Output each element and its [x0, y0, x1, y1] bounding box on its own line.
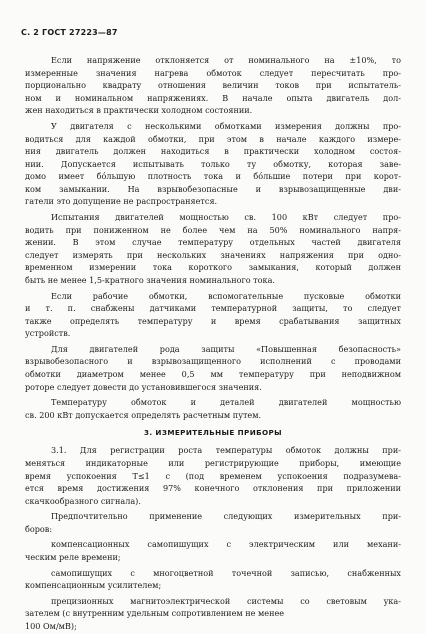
text-line: нии. Допускается испытывать только ту обмотку, которая заве- [25, 158, 401, 169]
text-line: гатели это допущение не распространяется. [25, 196, 218, 207]
text-line: ческим реле времени; [25, 552, 121, 563]
text-line: боров: [25, 523, 53, 534]
text-line: У двигателя с несколькими обмотками измерения должны про- [51, 120, 401, 131]
text-line: Предпочтительно применение следующих измерительных при- [51, 511, 401, 522]
text-line: Испытания двигателей мощностью св. 100 кВт следует про- [51, 212, 401, 223]
text-line: компенсационных самопишущих с электрическим или механи- [51, 539, 401, 550]
text-line: Для двигателей рода защиты «Повышенная безопасность» [51, 343, 401, 354]
text-line: 100 Ом/мВ); [25, 621, 77, 631]
text-line: устройств. [25, 328, 71, 339]
text-line: домо имеет бóльшую плотность тока и бóльшие потери при корот- [25, 171, 401, 182]
text-line: взрывобезопасного и взрывозащищенного исполнений с проводами [25, 356, 401, 367]
text-line: Если рабочие обмотки, вспомогательные пусковые обмотки [51, 290, 401, 301]
text-line: жении. В этом случае температуру отдельных частей двигателя [25, 237, 401, 248]
text-line: компенсационным усилителем; [25, 580, 162, 591]
text-line: Если напряжение отклоняется от номинального на ±10%, то [51, 55, 401, 65]
text-line: водить при пониженном не более чем на 50% номинального напря- [25, 224, 401, 235]
text-line: прецизионных магнитоэлектрической системы со световым ука- [51, 595, 401, 606]
text-line: ком замыкании. На взрывобезопасные и взрывозащищенные дви- [25, 183, 401, 194]
text-line: жен находиться в практически холодном состоянии. [25, 105, 253, 116]
text-line: 3.1. Для регистрации роста температуры обмоток должны при- [51, 445, 401, 456]
text-line: и т. п. снабжены датчиками температурной защиты, то следует [25, 303, 401, 314]
text-line: зателем (с внутренним удельным сопротивлением не менее [25, 608, 285, 619]
text-line: скачкообразного сигнала). [25, 495, 141, 506]
text-line: Температуру обмоток и деталей двигателей мощностью [51, 397, 401, 408]
text-line: порционально квадрату отношения величин токов при испытатель- [25, 80, 401, 91]
text-line: измеренные значения нагрева обмоток следует пересчитать про- [25, 67, 401, 78]
text-line: следует измерять при нескольких значениях напряжения при одно- [25, 249, 401, 260]
text-line: водиться для каждой обмотки, при этом в начале каждого измере- [25, 133, 401, 144]
text-line: обмотки диаметром менее 0,5 мм температуру при неподвижном [25, 369, 401, 380]
page-header: С. 2 ГОСТ 27223—87 [21, 28, 118, 37]
text-line: время успокоения T≤1 с (под временем успокоения подразумева- [25, 470, 401, 481]
text-line: ния двигатель должен находиться в практически холодном состоя- [25, 146, 401, 157]
text-line: роторе следует довести до установившегося значения. [25, 381, 262, 392]
text-line: ном и номинальном напряжениях. В начале опыта двигатель дол- [25, 92, 401, 103]
text-line: быть не менее 1,5-кратного значения номинального тока. [25, 274, 275, 285]
text-line: самопишущих с многоцветной точечной записью, снабженных [51, 567, 401, 578]
text-line: также определять температуру и время срабатывания защитных [25, 315, 401, 326]
text-line: временном измерении тока короткого замыкания, который должен [25, 262, 401, 273]
text-line: ется время достижения 97% конечного отклонения при приложении [25, 483, 401, 494]
text-line: св. 200 кВт допускается определять расчетным путем. [25, 409, 262, 420]
section-heading: 3. ИЗМЕРИТЕЛЬНЫЕ ПРИБОРЫ [143, 428, 283, 438]
text-line: меняться индикаторные или регистрирующие приборы, имеющие [25, 457, 401, 468]
